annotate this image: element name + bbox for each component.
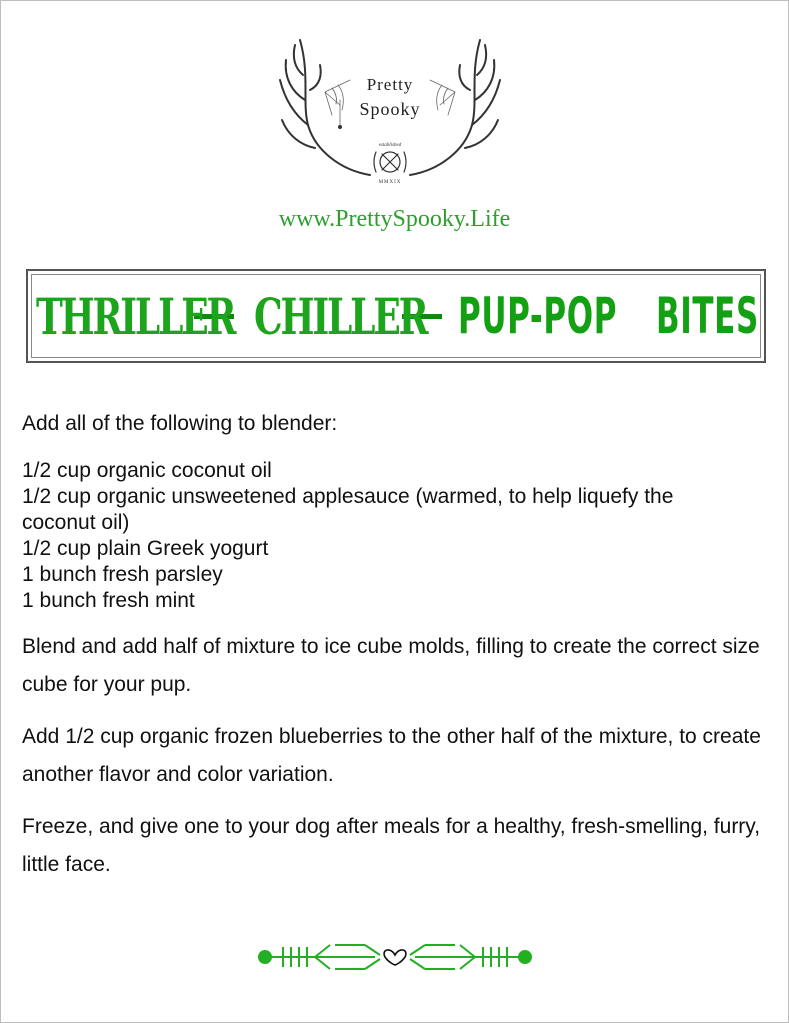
- website-url[interactable]: www.PrettySpooky.Life: [278, 206, 511, 232]
- ingredient-item: 1/2 cup organic unsweetened applesauce (warmed, to help liquefy the coconut oil): [22, 485, 674, 534]
- title-word-pup-pop: PUP-POP: [458, 287, 618, 345]
- skeleton-divider: [255, 935, 535, 975]
- logo-year: MMXIX: [378, 180, 402, 185]
- ingredient-item: 1/2 cup plain Greek yogurt: [22, 537, 269, 560]
- recipe-step-3: Freeze, and give one to your dog after meals for a healthy, fresh-smelling, furry, little face.: [22, 815, 761, 876]
- pretty-spooky-logo: [270, 30, 510, 200]
- logo-established: established: [378, 143, 402, 148]
- title-word-bites: BITES: [656, 287, 759, 345]
- ingredient-item: 1 bunch fresh mint: [22, 589, 195, 612]
- logo-line-1: Pretty: [366, 75, 414, 94]
- skeleton-heart-divider-icon: [255, 935, 535, 975]
- title-banner: [26, 269, 766, 363]
- ingredient-item: 1/2 cup organic coconut oil: [22, 459, 272, 482]
- recipe-step-1: Blend and add half of mixture to ice cube molds, filling to create the correct size cube for your pup.: [22, 635, 760, 696]
- title-word-chiller: CHILLER: [254, 286, 427, 346]
- ingredient-item: 1 bunch fresh parsley: [22, 563, 223, 586]
- wreath-emblem-icon: [374, 152, 406, 172]
- recipe-intro: Add all of the following to blender:: [22, 412, 338, 435]
- recipe-step-2: Add 1/2 cup organic frozen blueberries to the other half of the mixture, to create another flavor and color variation.: [22, 725, 761, 786]
- logo-line-2: Spooky: [359, 99, 421, 119]
- title-word-thriller: THRILLER: [36, 286, 235, 346]
- ingredient-list: [22, 458, 777, 614]
- recipe-content: [22, 406, 777, 884]
